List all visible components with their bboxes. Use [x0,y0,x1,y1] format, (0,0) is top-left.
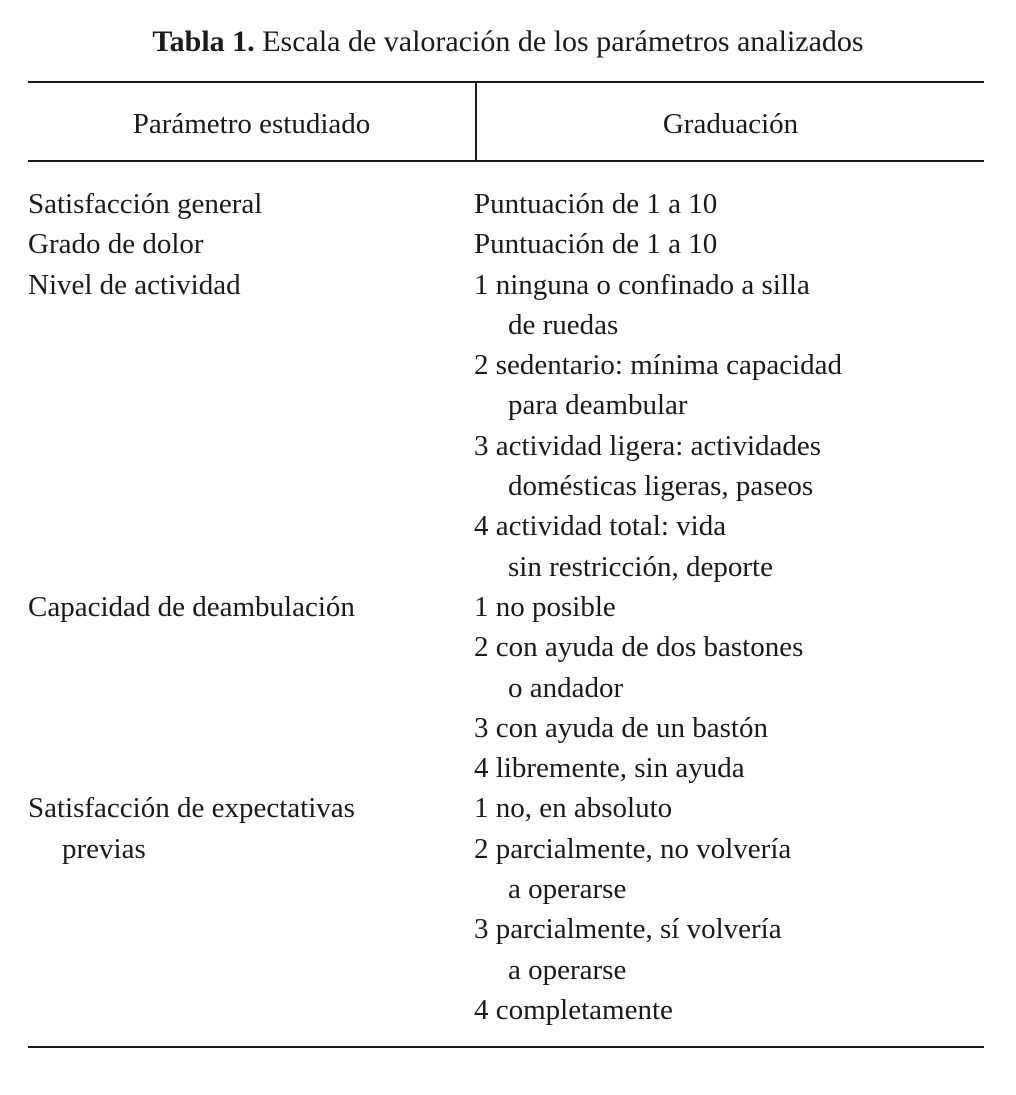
grading-cell [472,950,1016,990]
table-caption [0,22,1016,62]
grading-cell [472,627,1016,667]
table-row [0,627,1016,667]
grading-cell [472,224,1016,264]
grading-text: domésticas ligeras, paseos [508,470,814,503]
grading-text: 1 ninguna o confinado a silla [474,268,810,301]
parameter-cell [0,668,472,708]
parameter-cell [0,184,472,224]
grading-text: 1 no posible [474,590,616,623]
parameter-cell [0,909,472,949]
table-row [0,748,1016,788]
parameter-cell [0,426,472,466]
table-row [0,385,1016,425]
grading-cell [472,547,1016,587]
grading-text: de ruedas [508,308,619,341]
grading-cell [472,265,1016,305]
grading-text: o andador [508,671,624,704]
parameter-cell [0,547,472,587]
parameter-cell [0,305,472,345]
parameter-cell [0,345,472,385]
grading-text: 4 actividad total: vida [474,510,727,543]
parameter-cell [0,627,472,667]
grading-text: 3 actividad ligera: actividades [474,429,822,462]
parameter-cell [0,708,472,748]
table-body [0,184,1016,1030]
grading-cell [472,668,1016,708]
table-row [0,909,1016,949]
grading-text: sin restricción, deporte [508,550,773,583]
grading-text: 4 libremente, sin ayuda [474,752,745,785]
parameter-text: Capacidad de deambulación [28,590,355,623]
grading-cell [472,305,1016,345]
table-row [0,184,1016,224]
parameter-cell [0,224,472,264]
table-row [0,506,1016,546]
grading-cell [472,184,1016,224]
parameter-cell [0,506,472,546]
parameter-text: Grado de dolor [28,228,204,261]
grading-cell [472,708,1016,748]
grading-text: 4 completamente [474,993,673,1026]
grading-cell [472,788,1016,828]
grading-cell [472,748,1016,788]
table-row [0,869,1016,909]
table-caption-text: Escala de valoración de los parámetros analizados [254,25,864,58]
grading-text: 3 parcialmente, sí volvería [474,913,782,946]
parameter-cell [0,385,472,425]
bottom-rule [28,1046,984,1048]
grading-cell [472,990,1016,1030]
parameter-text: previas [62,832,146,865]
grading-text: a operarse [508,953,627,986]
parameter-cell [0,587,472,627]
grading-cell [472,345,1016,385]
grading-text: 1 no, en absoluto [474,792,673,825]
table-row [0,587,1016,627]
grading-text: 2 parcialmente, no volvería [474,832,792,865]
header-grading: Graduación [662,108,799,140]
grading-cell [472,466,1016,506]
grading-text: Puntuación de 1 a 10 [474,188,718,220]
grading-text: 2 sedentario: mínima capacidad [474,349,842,382]
table-row [0,547,1016,587]
parameter-cell [0,990,472,1030]
parameter-cell [0,950,472,990]
parameter-cell [0,748,472,788]
parameter-cell [0,466,472,506]
table-row [0,829,1016,869]
table-row [0,668,1016,708]
table-row [0,708,1016,748]
grading-text: a operarse [508,873,627,906]
grading-cell [472,909,1016,949]
grading-cell [472,587,1016,627]
parameter-cell [0,265,472,305]
grading-cell [472,506,1016,546]
table-row [0,345,1016,385]
parameter-cell [0,869,472,909]
table-row [0,426,1016,466]
grading-text: 2 con ayuda de dos bastones [474,631,804,664]
top-rule [28,81,984,83]
header-parameter: Parámetro estudiado [132,108,371,140]
parameter-text: Satisfacción general [28,188,263,220]
grading-cell [472,829,1016,869]
table-row [0,265,1016,305]
parameter-cell [0,829,472,869]
table-row [0,950,1016,990]
table-row [0,788,1016,828]
table-row [0,466,1016,506]
grading-text: 3 con ayuda de un bastón [474,711,768,744]
table-caption-label: Tabla 1. [152,25,255,58]
table-row [0,224,1016,264]
grading-text: para deambular [508,389,688,422]
grading-cell [472,426,1016,466]
parameter-text: Satisfacción de expectativas [28,792,355,825]
table-row [0,990,1016,1030]
header-rule [28,160,984,162]
grading-cell [472,869,1016,909]
grading-text: Puntuación de 1 a 10 [474,228,718,261]
grading-cell [472,385,1016,425]
parameter-cell [0,788,472,828]
table-row [0,305,1016,345]
parameter-text: Nivel de actividad [28,268,241,301]
